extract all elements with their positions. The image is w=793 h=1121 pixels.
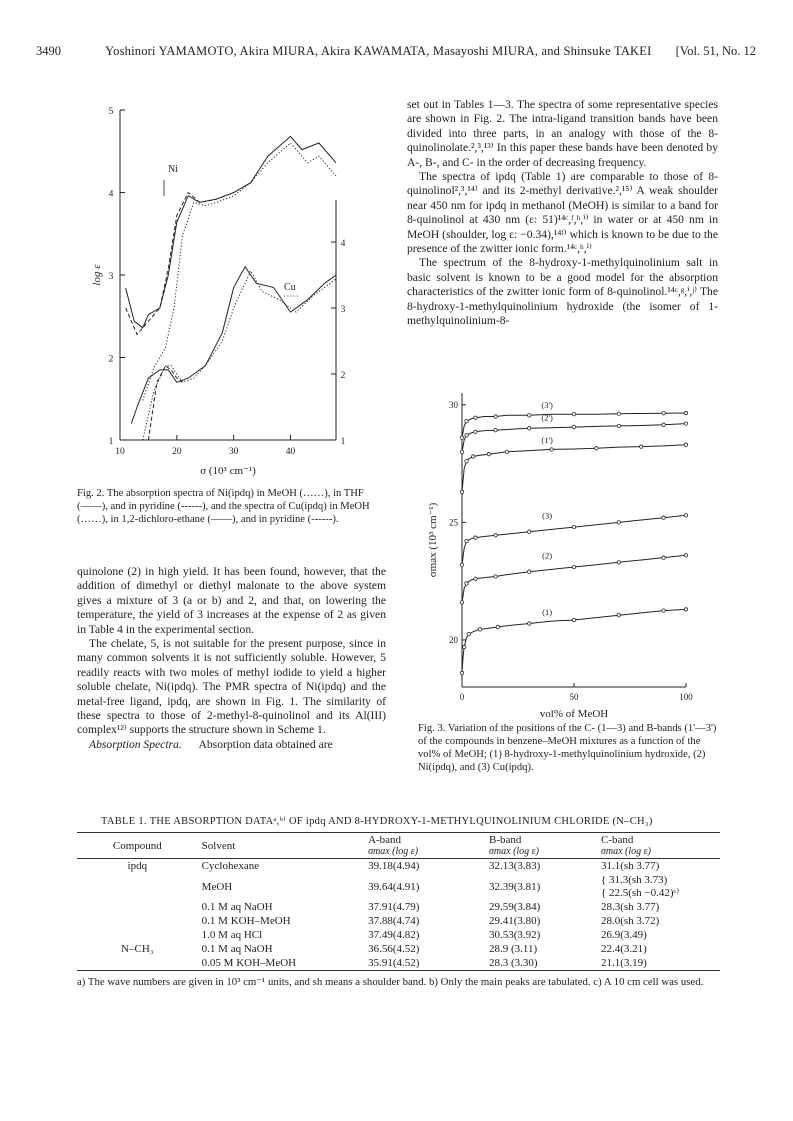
fig3-series-label: (2') bbox=[541, 412, 553, 423]
paragraph: set out in Tables 1—3. The spectra of some representative species are shown in Fig. 2. The intra-ligand transition bands have been divided into three parts, in an analogy with those of the 8-quinolinolate.²,³,¹³⁾ In this paper these bands have been denoted by A-, B-, and C- in the order of decreasing frequency. bbox=[407, 98, 718, 169]
subsection-text: Absorption data obtained are bbox=[198, 737, 333, 751]
fig2-y-right-tick-label: 1 bbox=[340, 437, 346, 447]
fig3-data-point bbox=[684, 554, 687, 557]
fig2-y-left-tick-label: 3 bbox=[108, 272, 114, 282]
fig3-data-point bbox=[463, 645, 466, 648]
fig3-data-point bbox=[465, 582, 468, 585]
fig2-series-cu-solid bbox=[131, 267, 336, 424]
fig3-data-point bbox=[460, 450, 463, 453]
fig3-data-point bbox=[494, 575, 497, 578]
cell-solvent: 0.05 M KOH–MeOH bbox=[201, 957, 297, 969]
subsection-paragraph bbox=[77, 738, 386, 752]
fig3-data-point bbox=[494, 534, 497, 537]
fig3-data-point bbox=[494, 415, 497, 418]
cell-a: 36.56(4.52) bbox=[368, 943, 420, 955]
fig3-series-line bbox=[462, 515, 686, 564]
fig3-data-point bbox=[474, 416, 477, 419]
fig3-data-point bbox=[684, 608, 687, 611]
cell-solvent: 0.1 M KOH–MeOH bbox=[201, 915, 291, 927]
fig3-chart bbox=[418, 385, 718, 720]
table-row bbox=[77, 914, 720, 928]
fig3-data-point bbox=[474, 577, 477, 580]
fig3-y-tick-label: 20 bbox=[449, 634, 458, 645]
cell-compound: N–CH₃ bbox=[121, 943, 154, 955]
cell-b: 32.13(3.83) bbox=[488, 860, 541, 872]
fig3-series-label: (3') bbox=[541, 400, 553, 411]
fig2-series-ni-dotted bbox=[143, 143, 336, 400]
fig3-series-line bbox=[462, 555, 686, 602]
fig3-x-axis-label: vol% of MeOH bbox=[539, 708, 609, 720]
cell-c: { 31.3(sh 3.73) { 22.5(sh −0.42)ᶜ⁾ bbox=[600, 874, 680, 899]
cell-c: 31.1(sh 3.77) bbox=[600, 860, 660, 872]
page-number: 3490 bbox=[36, 44, 61, 58]
cell-c: 22.4(3.21) bbox=[600, 943, 647, 955]
fig3-data-point bbox=[528, 414, 531, 417]
fig2-y-left-tick-label: 1 bbox=[108, 437, 114, 447]
running-authors: Yoshinori YAMAMOTO, Akira MIURA, Akira KAWAMATA, Masayoshi MIURA, and Shinsuke TAKEI bbox=[105, 44, 652, 58]
fig2-caption: Fig. 2. The absorption spectra of Ni(ipdq) in MeOH (……), in THF (——), and in pyridine (------), and the spectra of Cu(ipdq) in MeOH (……), in 1,2-dichloro-ethane (——), and in pyridine (------). bbox=[77, 488, 370, 525]
fig3-data-point bbox=[474, 430, 477, 433]
fig3-data-point bbox=[662, 609, 665, 612]
col-header-a-band: A-band σmax (log ε) bbox=[368, 834, 419, 857]
fig3-data-point bbox=[684, 422, 687, 425]
cell-c: 28.0(sh 3.72) bbox=[600, 915, 660, 927]
fig3-x-tick-label: 50 bbox=[569, 692, 579, 702]
table-title: TABLE 1. THE ABSORPTION DATAᵃ,ᵇ⁾ OF ipdq AND 8-HYDROXY-1-METHYLQUINOLINIUM CHLORIDE (N–CH₃) bbox=[101, 816, 653, 827]
fig3-series-line bbox=[462, 445, 686, 492]
fig3-series-label: (2) bbox=[542, 550, 553, 561]
right-column-text bbox=[407, 98, 718, 329]
cell-b: 32.39(3.81) bbox=[488, 880, 541, 893]
cell-b: 30.53(3.92) bbox=[488, 929, 541, 941]
fig2-y-right-tick-label: 4 bbox=[340, 239, 346, 249]
fig2-annotation-cu: Cu bbox=[284, 282, 296, 293]
fig3-data-point bbox=[465, 420, 468, 423]
fig3-data-point bbox=[572, 425, 575, 428]
cell-a: 37.88(4.74) bbox=[368, 915, 420, 927]
cell-b: 29.59(3.84) bbox=[488, 901, 541, 913]
cell-b: 28.3 (3.30) bbox=[488, 957, 538, 969]
cell-compound bbox=[77, 900, 198, 914]
fig3-data-point bbox=[662, 556, 665, 559]
fig3-data-point bbox=[465, 460, 468, 463]
fig3-data-point bbox=[496, 625, 499, 628]
absorption-table bbox=[77, 832, 720, 971]
fig3-data-point bbox=[505, 450, 508, 453]
table-row bbox=[77, 900, 720, 914]
fig3-data-point bbox=[550, 448, 553, 451]
fig3-data-point bbox=[528, 622, 531, 625]
fig3-data-point bbox=[465, 434, 468, 437]
fig2-y-right-tick-label: 2 bbox=[340, 371, 346, 381]
fig2-y-left-tick-label: 4 bbox=[108, 189, 114, 200]
cell-a: 39.18(4.94) bbox=[368, 860, 420, 872]
fig2-annotation-ni: Ni bbox=[168, 164, 178, 175]
col-header-compound: Compound bbox=[112, 839, 162, 852]
fig3-caption: Fig. 3. Variation of the positions of the C- (1—3) and B-bands (1'—3') of the compounds in benzene–MeOH mixtures as a function of the vol% of MeOH; (1) 8-hydroxy-1-methylquinolinium hydroxide, (2) Ni(ipdq), and (3) Cu(ipdq). bbox=[418, 723, 717, 773]
cell-b: 29.41(3.80) bbox=[488, 915, 541, 927]
fig3-data-point bbox=[662, 516, 665, 519]
fig3-data-point bbox=[572, 412, 575, 415]
fig3-data-point bbox=[572, 565, 575, 568]
paragraph: The spectrum of the 8-hydroxy-1-methylquinolinium salt in basic solvent is known to be a good model for the absorption characteristics of the zwitter ionic form of 8-quinolinol.¹⁴ᶜ,ᵍ,ⁱ,ʲ⁾ The 8-hydroxy-1-methylquinolinium hydroxide (the isomer of 1-methylquinolinium-8- bbox=[407, 256, 718, 328]
table-row bbox=[77, 942, 720, 956]
fig3-data-point bbox=[460, 601, 463, 604]
cell-a: 37.49(4.82) bbox=[368, 929, 420, 941]
paragraph: quinolone (2) in high yield. It has been found, however, that the addition of dimethyl or diethyl malonate to the above system gives a mixture of 3 (a or b) and 2, and that, on lowering the temperature, the yield of 3 increases at the expense of 2 as given in Table 4 in the experimental section. bbox=[77, 565, 386, 636]
cell-solvent: 0.1 M aq NaOH bbox=[201, 943, 273, 955]
table-row bbox=[77, 873, 720, 900]
paragraph: The spectra of ipdq (Table 1) are comparable to those of 8-quinolinol²,³,¹⁴⁾ and its 2-methyl derivative.²,¹⁵⁾ A weak shoulder near 450 nm for ipdq in methanol (MeOH) is similar to a band for 8-quinolinol at 430 nm (ε: 51)¹⁴ᶜ,ᶠ,ʰ,ⁱ⁾ in water or at 450 nm in MeOH (shoulder, log ε: −0.34),¹⁴ᶠ⁾ which is known to be due to the presence of the zwitter ionic form.¹⁴ᶜ,ʰ,ⁱ⁾ bbox=[407, 170, 718, 256]
cell-compound bbox=[77, 956, 198, 971]
fig3-data-point bbox=[572, 618, 575, 621]
fig2-x-axis-label: σ (10³ cm⁻¹) bbox=[200, 465, 256, 477]
fig2-y-left-tick-label: 2 bbox=[108, 354, 114, 365]
fig3-data-point bbox=[460, 436, 463, 439]
fig3-data-point bbox=[472, 455, 475, 458]
cell-compound bbox=[77, 928, 198, 942]
fig3-y-tick-label: 25 bbox=[449, 517, 458, 528]
cell-a: 37.91(4.79) bbox=[368, 901, 420, 913]
fig3-data-point bbox=[617, 412, 620, 415]
table-row bbox=[77, 956, 720, 971]
page-header bbox=[36, 44, 756, 59]
cell-a: 39.64(4.91) bbox=[368, 880, 420, 893]
table-1 bbox=[77, 815, 720, 989]
table-row bbox=[77, 928, 720, 942]
fig3-data-point bbox=[617, 561, 620, 564]
fig2-series-cu-dashed bbox=[148, 366, 182, 440]
volume-info: [Vol. 51, No. 12 bbox=[675, 44, 756, 58]
cell-c: 26.9(3.49) bbox=[600, 929, 647, 941]
fig3-data-point bbox=[617, 614, 620, 617]
fig3-y-axis-label: σmax (10³ cm⁻¹) bbox=[427, 502, 439, 578]
fig3-data-point bbox=[595, 447, 598, 450]
fig3-data-point bbox=[478, 628, 481, 631]
fig2-y-left-tick-label: 5 bbox=[108, 107, 114, 117]
fig3-data-point bbox=[494, 428, 497, 431]
cell-compound bbox=[77, 873, 198, 900]
cell-compound bbox=[77, 914, 198, 928]
fig3-y-tick-label: 30 bbox=[449, 399, 458, 410]
col-header-c-band: C-band σmax (log ε) bbox=[600, 834, 651, 857]
table-row bbox=[77, 859, 720, 874]
cell-solvent: 0.1 M aq NaOH bbox=[201, 901, 273, 913]
fig3-data-point bbox=[467, 632, 470, 635]
fig3-data-point bbox=[528, 530, 531, 533]
fig3-series-label: (3) bbox=[542, 510, 553, 521]
fig3-data-point bbox=[528, 427, 531, 430]
fig2-chart bbox=[88, 100, 388, 485]
fig3-data-point bbox=[460, 671, 463, 674]
fig3-data-point bbox=[617, 521, 620, 524]
cell-c: 21.1(3.19) bbox=[600, 957, 647, 969]
fig2-y-axis-label: log ε bbox=[91, 264, 103, 286]
fig3-data-point bbox=[460, 490, 463, 493]
fig3-series-label: (1) bbox=[542, 607, 553, 618]
col-header-solvent: Solvent bbox=[201, 839, 236, 852]
fig2-x-tick-label: 10 bbox=[115, 447, 125, 457]
fig3-x-tick-label: 100 bbox=[679, 692, 693, 702]
fig2-series-ni-dashed bbox=[126, 193, 217, 335]
cell-solvent: MeOH bbox=[201, 880, 233, 893]
fig3-data-point bbox=[662, 412, 665, 415]
fig2-series-cu-dotted bbox=[143, 271, 336, 440]
fig2-y-right-tick-label: 3 bbox=[340, 305, 346, 315]
fig3-data-point bbox=[465, 539, 468, 542]
fig3-data-point bbox=[662, 423, 665, 426]
fig3-data-point bbox=[617, 424, 620, 427]
fig3-data-point bbox=[640, 445, 643, 448]
cell-solvent: Cyclohexane bbox=[201, 860, 260, 872]
cell-c: 28.3(sh 3.77) bbox=[600, 901, 660, 913]
table-footnotes: a) The wave numbers are given in 10³ cm⁻¹ units, and sh means a shoulder band. b) Only the main peaks are tabulated. c) A 10 cm cell was used. bbox=[77, 976, 704, 988]
fig3-x-tick-label: 0 bbox=[459, 692, 465, 702]
fig2-x-tick-label: 40 bbox=[285, 447, 296, 457]
paragraph: The chelate, 5, is not suitable for the present purpose, since in many common solvents it is not sufficiently soluble. However, 5 readily reacts with two moles of methyl iodide to yield a higher soluble chelate, Ni(ipdq). The PMR spectra of Ni(ipdq) and the metal-free ligand, ipdq, are shown in Fig. 1. The similarity of these spectra to those of 2-methyl-8-quinolinol and its Al(III) complex¹²⁾ supports the structure shown in Scheme 1. bbox=[77, 637, 386, 737]
fig3-data-point bbox=[684, 411, 687, 414]
fig3-data-point bbox=[684, 514, 687, 517]
fig3-series-label: (1') bbox=[541, 434, 553, 445]
cell-solvent: 1.0 M aq HCl bbox=[201, 929, 263, 941]
fig3-data-point bbox=[572, 525, 575, 528]
cell-compound: ipdq bbox=[127, 860, 148, 872]
fig3-data-point bbox=[487, 452, 490, 455]
fig2-x-tick-label: 30 bbox=[228, 447, 239, 457]
col-header-b-band: B-band σmax (log ε) bbox=[488, 834, 539, 857]
fig2-x-tick-label: 20 bbox=[172, 447, 182, 457]
fig3-data-point bbox=[460, 563, 463, 566]
fig3-data-point bbox=[474, 536, 477, 539]
subsection-heading: Absorption Spectra. bbox=[89, 737, 182, 751]
left-column-text bbox=[77, 565, 386, 752]
fig3-data-point bbox=[528, 570, 531, 573]
fig3-data-point bbox=[684, 443, 687, 446]
cell-b: 28.9 (3.11) bbox=[488, 943, 538, 955]
cell-a: 35.91(4.52) bbox=[368, 957, 420, 969]
